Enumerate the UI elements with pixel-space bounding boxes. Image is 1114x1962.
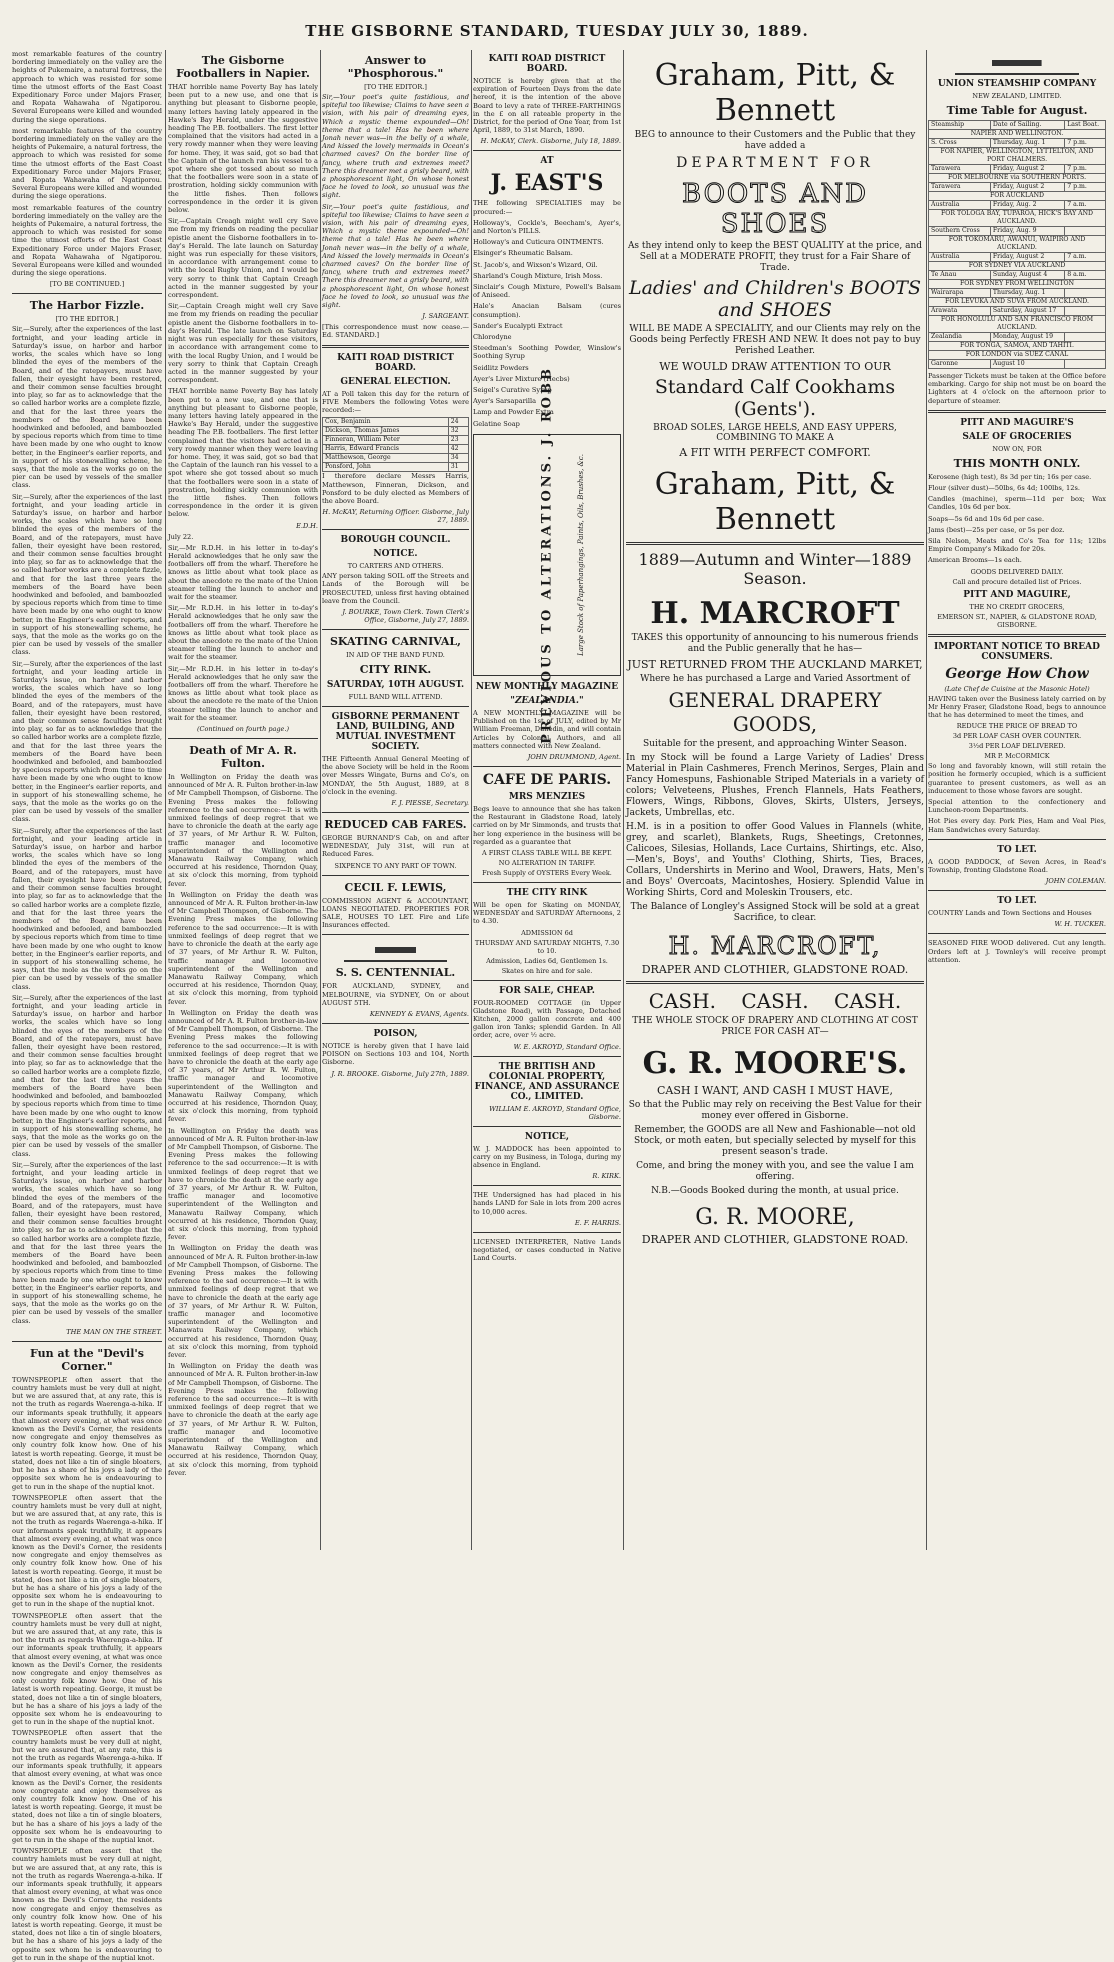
ad-subheading: FULL BAND WILL ATTEND. <box>348 692 443 701</box>
list-item: Flour (silver dust)—50lbs, 6s 4d; 100lbs, 12s. <box>928 484 1080 493</box>
masthead: THE GISBORNE STANDARD, TUESDAY JULY 30, 1889. <box>305 22 809 40</box>
signature: J. BOURKE, Town Clerk. Town Clerk's Office, Gisborne, July 27, 1889. <box>342 607 469 624</box>
ad-heading: KAITI ROAD DISTRICT BOARD. <box>337 352 454 373</box>
ad-heading: AT <box>540 156 554 167</box>
ad-text: COMMISSION AGENT & ACCOUNTANT, LOANS NEGOTIATED. PROPERTIES FOR SALE, HOUSES TO LET. Fire and Life Insurances effected. <box>322 896 469 930</box>
ad-heading: Graham, Pitt, & Bennett <box>654 467 896 537</box>
article-title: The Harbor Fizzle. <box>29 299 145 313</box>
column-rule <box>471 50 472 1550</box>
table-row: Arawata Saturday, August 17 <box>929 307 1106 316</box>
ad-heading: Graham, Pitt, & Bennett <box>654 58 896 128</box>
ad-text: NOTICE is hereby given that at the expiration of Fourteen Days from the date hereof, it is the intention of the above Board to levy a rate of THREE-FARTHINGS in the £ on all rateable property in the District, for the period of One Year, from 1st April, 1889, to 31st March, 1890. <box>473 77 621 135</box>
article-text: Sir,—Surely, after the experiences of the last fortnight, and your leading article in Saturday's issue, on harbor and harbor works, the scales which have so long blinded the eyes of the members of the Board, and of the ratepayers, must have fallen, their eyesight have been restored, and their common sense faculties brought into play, so far as to acknowledge that the so called harbor works are a complete fizzle, and that for the last three years the members of the Board have been hoodwinked and befooled, and bamboozled by specious reports which from time to time have been made by one who ought to know better, in the Engineer's earlier reports, and in support of his stonewalling scheme, he says, that the mole as the works go on the pier can be used by vessels of the smaller class. <box>12 826 162 991</box>
article-text: In Wellington on Friday the death was announced of Mr A. R. Fulton brother-in-law of Mr Campbell Thompson, of Gisborne. The Evening Press makes the following reference to the sad occurrence:—It is with unmixed feelings of deep regret that we have to chronicle the death at the early age of 37 years, of Mr Arthur R. W. Fulton, traffic manager and locomotive superintendent of the Wellington and Manawatu Railway Company, which occurred at his residence, Thorndon Quay, at six o'clock this morning, from typhoid fever. <box>168 1362 318 1477</box>
ad-heading: 1889—Autumn and Winter—1889 Season. <box>638 550 912 588</box>
signature: THE MAN ON THE STREET. <box>66 1327 162 1336</box>
list-item: Sharland's Cough Mixture, Irish Moss. <box>473 271 603 280</box>
ad-text: Suitable for the present, and approaching Winter Season. <box>643 739 907 749</box>
to-editor: [TO THE EDITOR.] <box>364 83 427 91</box>
table-row: Wairarapa Thursday, Aug. 1 <box>929 289 1106 298</box>
ad-text: A NEW MONTHLY MAGAZINE will be Published on the 1st of JULY, edited by Mr William Freeman, Dunedin, and will contain Articles by Colonial Authors, and all matters connected with New Zealand. <box>473 708 621 750</box>
ad-text: HAVING taken over the Business lately carried on by Mr Henry Fraser, Gladstone Road, begs to announce that he has determined to meet the times, and <box>928 694 1106 720</box>
ad-text: W. J. MADDOCK has been appointed to carry on my Business, in Tologa, during my absence in England. <box>473 1144 621 1169</box>
column-rule <box>926 50 927 1550</box>
signature: WILLIAM E. AKROYD, Standard Office, Gisborne. <box>489 1104 621 1121</box>
poem-text: Sir,—Your poet's quite fastidious, and spiteful too likewise; Claims to have seen a vision, with his pair of dreaming eyes, Which a mystic theme expounded—Oh! theme that a tale! Has he been where Jonah never was—in the belly of a whale, And kissed the lovely mermaids in Ocean's charmed caves? On the border line of fancy, where truth and extremes meet? There this dreamer met a grisly beard, with a phosphorescent light, On whose honest face he loved to look, so unusual was the sight. <box>322 202 469 310</box>
signature: J. SARGEANT. <box>422 312 469 321</box>
column-4 <box>473 50 621 1550</box>
signature: E.D.H. <box>296 521 318 530</box>
column-6 <box>928 50 1106 1550</box>
ad-text: THE Fifteenth Annual General Meeting of the above Society will be held in the Room over Messrs Wingate, Burns and Co's, on MONDAY, the 5th August, 1889, at 8 o'clock in the evening. <box>322 754 469 796</box>
ad-text: THE following SPECIALTIES may be procured:— <box>473 199 621 216</box>
ad-heading: GENERAL ELECTION. <box>340 376 451 387</box>
list-item: Sila Nelson, Meats and Co's Tea for 11s; 12lbs Empire Company's Mikado for 20s. <box>928 537 1106 554</box>
article-text: Sir,—Mr R.D.H. in his letter in to-day's Herald acknowledges that he only saw the footballers off from the wharf. Therefore he knows as little about what took place as about the anecdote re the mate of the Union steamer telling the launch to anchor and wait for the steamer. <box>168 543 318 601</box>
article-text: In Wellington on Friday the death was announced of Mr A. R. Fulton brother-in-law of Mr Campbell Thompson, of Gisborne. The Evening Press makes the following reference to the sad occurrence:—It is with unmixed feelings of deep regret that we have to chronicle the death at the early age of 37 years, of Mr Arthur R. W. Fulton, traffic manager and locomotive superintendent of the Wellington and Manawatu Railway Company, which occurred at his residence, Thorndon Quay, at six o'clock this morning, from typhoid fever. <box>168 773 318 888</box>
ad-text: FOUR-ROOMED COTTAGE (in Upper Gladstone Road), with Passage, Detached Kitchen, 2000 gallon concrete and 400 gallon iron Tanks; splendid Garden. In All order, acre, over ½ acre. <box>473 998 621 1040</box>
article-text: Sir,—Surely, after the experiences of the last fortnight, and your leading article in Saturday's issue, on harbor and harbor works, the scales which have so long blinded the eyes of the members of the Board, and of the ratepayers, must have fallen, their eyesight have been restored, and their common sense faculties brought into play, so far as to acknowledge that the so called harbor works are a complete fizzle, and that for the last three years the members of the Board have been hoodwinked and befooled, and bamboozled by specious reports which from time to time have been made by one who ought to know better, in the Engineer's earlier reports, and in support of his stonewalling scheme, he says, that the mole as the works go on the pier can be used by vessels of the smaller class. <box>12 325 162 490</box>
signature: R. KIRK. <box>592 1172 621 1181</box>
list-item: Lamp and Powder Extra <box>473 408 554 417</box>
article-title: The Gisborne Footballers in Napier. <box>176 54 310 80</box>
article-text: In Wellington on Friday the death was announced of Mr A. R. Fulton brother-in-law of Mr Campbell Thompson, of Gisborne. The Evening Press makes the following reference to the sad occurrence:—It is with unmixed feelings of deep regret that we have to chronicle the death at the early age of 37 years, of Mr Arthur R. W. Fulton, traffic manager and locomotive superintendent of the Wellington and Manawatu Railway Company, which occurred at his residence, Thorndon Quay, at six o'clock this morning, from typhoid fever. <box>168 1126 318 1242</box>
article-text: most remarkable features of the country bordering immediately on the valley are the heights of Pukemaire, a natural fortress, the approach to which was resisted for some time the utmost efforts of the East Coast Expeditionary Force under Majors Fraser, and Ropata Wahawaha of Ngatiporou. Several Europeans were killed and wounded during the siege operations. <box>12 203 162 278</box>
ad-subheading: THURSDAY AND SATURDAY NIGHTS, 7.30 to 10. <box>474 938 620 955</box>
ad-heading: H. MARCROFT, <box>668 932 882 960</box>
ad-text: As they intend only to keep the BEST QUALITY at the price, and Sell at a MODERATE PROFIT, they trust for a Fair Share of Trade. <box>627 241 923 273</box>
timetable: Steamship Date of Sailing. Last Boat. NAPIER AND WELLINGTON. S. Cross Thursday, Aug. 1 7 p.m. FOR NAPIER, WELLINGTON, LYTTELTON, AND PORT CHALMERS. Tarawera Friday, August 2 7 p.m. FOR MELBOURNE via SOUTHERN PORTS. Tarawera Friday, August 2 7 p.m. FOR AUCKLAND Australia Friday, Aug. 2 7 a.m. FOR TOLOGA BAY, TUPAROA, HICK'S BAY AND AUCKLAND. Southern Cross Friday, Aug. 9 FOR TOKOMARU, AWANUI, WAIPIRO AND AUCKLAND. Australia Friday, August 2 7 a.m. FOR SYDNEY VIA AUCKLAND Te Anau Sunday, August 4 8 a.m. FOR SYDNEY FROM WELLINGTON Wairarapa Thursday, Aug. 1 FOR LEVUKA AND SUVA FROM AUCKLAND. Arawata Saturday, August 17 FOR HONOLULU AND SAN FRANCISCO FROM AUCKLAND. Zealandia Monday, August 19 FOR TONGA, SAMOA, AND TAHITI. FOR LONDON via SUEZ CANAL Garonne August 10 <box>928 120 1106 369</box>
robb-vertical-ad: PREVIOUS TO ALTERATIONS. J. ROBB Large Stock of Paperhangings, Paints, Oils, Brushes, &c. <box>473 434 621 676</box>
ad-text: Remember, the GOODS are all New and Fashionable—not old Stock, or moth eaten, but specially selected by myself for this present season's trade. <box>633 1125 917 1157</box>
list-item: Seidlitz Powders <box>473 363 529 372</box>
ad-subheading: ADMISSION 6d <box>521 928 573 937</box>
ad-text: COUNTRY Lands and Town Sections and Houses <box>928 909 1092 918</box>
ad-heading: Standard Calf Cookhams (Gents'). <box>654 376 896 420</box>
signature: JOHN COLEMAN. <box>1045 877 1106 886</box>
list-item: Holloway's, Cockle's, Beecham's, Ayer's, and Norton's PILLS. <box>473 218 621 236</box>
article-text: In Wellington on Friday the death was announced of Mr A. R. Fulton brother-in-law of Mr Campbell Thompson, of Gisborne. The Evening Press makes the following reference to the sad occurrence:—It is with unmixed feelings of deep regret that we have to chronicle the death at the early age of 37 years, of Mr Arthur R. W. Fulton, traffic manager and locomotive superintendent of the Wellington and Manawatu Railway Company, which occurred at his residence, Thorndon Quay, at six o'clock this morning, from typhoid fever. <box>168 1008 318 1124</box>
ad-subheading: MR P. McCORMICK <box>984 752 1050 761</box>
ad-subheading: DRAPER AND CLOTHIER, GLADSTONE ROAD. <box>641 963 909 976</box>
ad-subheading: THE NO CREDIT GROCERS, <box>969 602 1065 611</box>
ad-heading: Ladies' and Children's BOOTS and SHOES <box>628 277 922 321</box>
ad-text: LICENSED INTERPRETER, Native Lands negotiated, or cases conducted in Native Land Courts. <box>473 1237 621 1263</box>
list-item: St. Jacob's, and Wixson's Wizard, Oil. <box>473 260 598 269</box>
column-rule <box>320 50 321 1550</box>
article-text: most remarkable features of the country bordering immediately on the valley are the heights of Pukemaire, a natural fortress, the approach to which was resisted for some time the utmost efforts of the East Coast Expeditionary Force under Majors Fraser, and Ropata Wahawaha of Ngatiporou. Several Europeans were killed and wounded during the siege operations. <box>12 50 162 124</box>
ad-subheading: (Late Chef de Cuisine at the Masonic Hotel) <box>944 684 1090 693</box>
column-3 <box>322 50 469 1550</box>
ad-heading: H. MARCROFT <box>650 596 900 631</box>
ad-subheading: GOODS DELIVERED DAILY. <box>970 567 1064 576</box>
ad-text: GEORGE BURNAND'S Cab, on and after WEDNESDAY, July 31st, will run at Reduced Fares. <box>322 833 469 859</box>
signature: W. E. AKROYD, Standard Office. <box>513 1042 621 1051</box>
article-text: Sir,—Mr R.D.H. in his letter in to-day's Herald acknowledges that he only saw the footballers off from the wharf. Therefore he knows as little about what took place as about the anecdote re the mate of the Union steamer telling the launch to anchor and wait for the steamer. <box>168 604 318 662</box>
article-text: THAT horrible name Poverty Bay has lately been put to a new use, and one that is anything but pleasant to Gisborne people, many letters having lately appeared in the Hawke's Bay Herald, under the suggestive heading The P.B. footballers. The first letter complained that the visitors had acted in a very rowdy manner when they were leaving for home. They, it was said, got so bad that the Captain of the launch ran his vessel to a spot where she got tossed about so much that the footballers were soon in a state of prostration, holding sickly communion with the little fishes. Then follows correspondence in the order it is given below. <box>168 387 318 519</box>
list-item: Kerosene (high test), 8s 3d per tin; 16s per case. <box>928 472 1092 481</box>
ad-text: THE Undersigned has had placed in his hands LAND for Sale in lots from 200 acres to 10,000 acres. <box>473 1191 621 1216</box>
ad-heading: "ZEALANDIA." <box>510 695 584 706</box>
signature: JOHN DRUMMOND, Agent. <box>527 752 621 761</box>
ad-subheading: WE WOULD DRAW ATTENTION TO OUR <box>659 360 891 373</box>
list-item: Elsinger's Rheumatic Balsam. <box>473 249 573 258</box>
ad-heading: SKATING CARNIVAL, <box>329 634 461 648</box>
ad-text: So that the Public may rely on receiving the Best Value for their money ever offered in Gisborne. <box>628 1100 922 1121</box>
ad-subheading: NEW ZEALAND, LIMITED. <box>972 92 1062 100</box>
ad-heading: Time Table for August. <box>946 104 1088 117</box>
ad-heading: CASH. CASH. CASH. <box>648 989 902 1013</box>
ad-heading: GENERAL DRAPERY GOODS, <box>668 688 882 736</box>
signature: KENNEDY & EVANS, Agents. <box>369 1009 469 1018</box>
article-title: Death of Mr A. R. Fulton. <box>189 744 297 771</box>
list-item: Hale's Anacian Balsam (cures consumption). <box>473 302 621 319</box>
article-text: Sir,—Surely, after the experiences of the last fortnight, and your leading article in Saturday's issue, on harbor and harbor works, the scales which have so long blinded the eyes of the members of the Board, and of the ratepayers, must have fallen, their eyesight have been restored, and their common sense faculties brought into play, so far as to acknowledge that the so called harbor works are a complete fizzle, and that for the last three years the members of the Board have been hoodwinked and befooled, and bamboozled by specious reports which from time to time have been made by one who ought to know better, in the Engineer's earlier reports, and in support of his stonewalling scheme, he says, that the mole as the works go on the pier can be used by vessels of the smaller class. <box>12 492 162 657</box>
list-item: Holloway's and Cuticura OINTMENTS. <box>473 238 604 247</box>
ad-heading: NOTICE. <box>373 549 418 560</box>
ad-text: WILL BE MADE A SPECIALITY, and our Clients may rely on the Goods being Perfectly FRESH AND NEW. It does not pay to buy Perished Leather. <box>629 324 921 356</box>
ad-heading: FOR SALE, CHEAP. <box>499 985 595 996</box>
article-text: THAT horrible name Poverty Bay has lately been put to a new use, and one that is anything but pleasant to Gisborne people, many letters having lately appeared in the Hawke's Bay Herald, under the suggestive heading The P.B. footballers. The first letter complained that the visitors had acted in a very rowdy manner when they were leaving for home. They, it was said, got so bad that the Captain of the launch ran his vessel to a spot where she got tossed about so much that the footballers were soon in a state of prostration, holding sickly communion with the little fishes. Then follows correspondence in the order it is given below. <box>168 83 318 215</box>
table-row: Tarawera Friday, August 2 7 p.m. <box>929 165 1106 174</box>
ad-subheading: IN AID OF THE BAND FUND. <box>346 650 445 659</box>
ad-subheading: EMERSON ST., NAPIER, & GLADSTONE ROAD, GISBORNE. <box>937 612 1097 629</box>
ad-subheading: TO CARTERS AND OTHERS. <box>347 562 444 571</box>
ad-heading: CAFE DE PARIS. <box>482 771 612 788</box>
ad-heading: SATURDAY, 10TH AUGUST. <box>326 679 465 690</box>
ad-subheading: A FIRST CLASS TABLE WILL BE KEPT. <box>482 848 612 857</box>
article-text: In Wellington on Friday the death was announced of Mr A. R. Fulton brother-in-law of Mr Campbell Thompson, of Gisborne. The Evening Press makes the following reference to the sad occurrence:—It is with unmixed feelings of deep regret that we have to chronicle the death at the early age of 37 years, of Mr Arthur R. W. Fulton, traffic manager and locomotive superintendent of the Wellington and Manawatu Railway Company, which occurred at his residence, Thorndon Quay, at six o'clock this morning, from typhoid fever. <box>168 890 318 1006</box>
steamship-icon <box>955 53 1080 75</box>
ad-text: TAKES this opportunity of announcing to his numerous friends and the Public generally that he has— <box>631 633 919 654</box>
votes-table: Cox, Benjamin 24 Dickson, Thomas James 32 Finneran, William Peter 23 Harris, Edward Francis 42 Matthewson, George 34 Ponsford, John 31 <box>322 417 469 472</box>
continued-note: (Continued on fourth page.) <box>196 725 290 734</box>
ad-heading: PITT AND MAGUIRE, <box>963 589 1071 600</box>
ad-subheading: A FIT WITH PERFECT COMFORT. <box>679 446 871 459</box>
ad-heading: UNION STEAMSHIP COMPANY <box>937 79 1097 89</box>
ad-text: Hot Pies every day. Pork Pies, Ham and Veal Pies, Ham Sandwiches every Saturday. <box>928 817 1106 834</box>
ad-heading: CITY RINK. <box>359 662 432 676</box>
article-text: TOWNSPEOPLE often assert that the country hamlets must be very dull at night, but we are assured that, at any rate, this is not the truth as regards Waerenga-a-hika. If our informants speak truthfully, it appears that almost every evening, at what was once known as the Devil's Corner, the residents now congregate and enjoy themselves as only country folk know how. One of his latest is worth repeating. George, it must be stated, does not like a tin of single bloaters, but he has a share of his joys a lady of the opposite sex whom he is endeavouring to get to run in the shape of the nuptial knot. <box>12 1375 162 1491</box>
editor-note: [This correspondence must now cease.—Ed. STANDARD.] <box>322 323 469 340</box>
ad-text: In my Stock will be found a Large Variety of Ladies' Dress Material in Plain Cashmeres, French Merinos, Serges, Plain and Fancy Homespuns, Fashionable Striped Materials in a variety of colors; Velveteens, Plushes, French Flannels, Hats Feathers, Flowers, Wings, Ribbons, Gloves, Skirts, Ulsters, Jerseys, Jackets, Umbrellas, etc. <box>626 753 924 818</box>
signature: E. F. HARRIS. <box>574 1218 621 1227</box>
ad-heading: POISON, <box>373 1028 418 1039</box>
ad-text: A GOOD PADDOCK, of Seven Acres, in Read's Township, fronting Gladstone Road. <box>928 857 1106 875</box>
ad-heading: NEW MONTHLY MAGAZINE <box>475 681 619 692</box>
ad-subheading: Skates on hire and for sale. <box>501 966 593 975</box>
ad-subheading: SIXPENCE TO ANY PART OF TOWN. <box>334 861 457 870</box>
ad-text: Passenger Tickets must be taken at the Office before embarking. Cargo for ship not must be on board the Lighters at 4 o'clock on the afternoon prior to departure of steamer. <box>928 372 1106 405</box>
ad-text: Begs leave to announce that she has taken the Restaurant in Gladstone Road, lately carried on by Mr Simmonds, and trusts that her long experience in the business will be regarded as a guarantee that <box>473 804 621 846</box>
table-row: Te Anau Sunday, August 4 8 a.m. <box>929 271 1106 280</box>
ad-text: FOR AUCKLAND, SYDNEY, and MELBOURNE, via SYDNEY, On or about AUGUST 5TH. <box>322 982 469 1007</box>
article-text: Sir,—Captain Creagh might well cry Save me from my friends on reading the peculiar epistle anent the Gisborne footballers in to-day's Herald. The late launch on Saturday night was run especially for these visitors, in accordance with arrangement come to with the local Rugby Union, and I would be very sorry to think that Captain Creagh acted in the manner suggested by your correspondent. <box>168 302 318 385</box>
ad-subheading: Fresh Supply of OYSTERS Every Week. <box>482 868 612 877</box>
list-item: Gelatine Soap <box>473 419 520 428</box>
poem-text: Sir,—Your poet's quite fastidious, and spiteful too likewise; Claims to have seen a vision, with his pair of dreaming eyes, Which a mystic theme expounded—Oh! theme that a tale! Has he been where Jonah never was—in the belly of a whale, And kissed the lovely mermaids in Ocean's charmed caves? On the border line of fancy, where truth and extremes meet? There this dreamer met a grisly beard, with a phosphorescent light, On whose honest face he loved to look, so unusual was the sight. <box>322 93 469 200</box>
steamship-icon <box>344 940 447 962</box>
signature: H. McKAY, Returning Officer. Gisborne, July 27, 1889. <box>322 508 469 525</box>
list-item: Sinclair's Cough Mixture, Powell's Balsam of Aniseed. <box>473 283 621 300</box>
ad-heading: TO LET. <box>997 896 1037 907</box>
ad-subheading: REDUCE THE PRICE OF BREAD TO <box>956 722 1078 731</box>
ad-heading: G. R. MOORE'S. <box>642 1046 908 1081</box>
article-text: most remarkable features of the country bordering immediately on the valley are the heights of Pukemaire, a natural fortress, the approach to which was resisted for some time the utmost efforts of the East Coast Expeditionary Force under Majors Fraser, and Ropata Wahawaha of Ngatiporou. Several Europeans were killed and wounded during the siege operations. <box>12 126 162 201</box>
ad-heading: THE BRITISH AND COLONIAL PROPERTY, FINANCE, AND ASSURANCE CO., LIMITED. <box>474 1061 620 1102</box>
article-text: TOWNSPEOPLE often assert that the country hamlets must be very dull at night, but we are assured that, at any rate, this is not the truth as regards Waerenga-a-hika. If our informants speak truthfully, it appears that almost every evening, at what was once known as the Devil's Corner, the residents now congregate and enjoy themselves as only country folk know how. One of his latest is worth repeating. George, it must be stated, does not like a tin of single bloaters, but he has a share of his joys a lady of the opposite sex whom he is endeavouring to get to run in the shape of the nuptial knot. <box>12 1729 162 1845</box>
ad-text: I therefore declare Messrs Harris, Matthewson, Finneran, Dickson, and Ponsford to be duly elected as Members of the above Board. <box>322 472 469 505</box>
ad-text: BEG to announce to their Customers and the Public that they have added a <box>634 130 916 151</box>
ad-heading: J. EAST'S <box>490 170 604 197</box>
ad-subheading: 3½d PER LOAF DELIVERED. <box>968 742 1066 751</box>
table-row: Steamship Date of Sailing. Last Boat. <box>929 121 1106 130</box>
ad-heading: TO LET. <box>997 844 1037 855</box>
ad-heading: G. R. MOORE, <box>695 1205 855 1230</box>
signature: F. J. PIESSE, Secretary. <box>391 798 469 807</box>
article-text: TOWNSPEOPLE often assert that the country hamlets must be very dull at night, but we are assured that, at any rate, this is not the truth as regards Waerenga-a-hika. If our informants speak truthfully, it appears that almost every evening, at what was once known as the Devil's Corner, the residents now congregate and enjoy themselves as only country folk know how. One of his latest is worth repeating. George, it must be stated, does not like a tin of single bloaters, but he has a share of his joys a lady of the opposite sex whom he is endeavouring to get to run in the shape of the nuptial knot. <box>12 1493 162 1609</box>
ad-heading: KAITI ROAD DISTRICT BOARD. <box>488 54 606 74</box>
ad-heading: BOROUGH COUNCIL. <box>340 535 451 546</box>
ad-heading: BOOTS AND SHOES <box>681 179 868 239</box>
list-item: Ayer's Sarsaparilla <box>473 397 537 406</box>
ad-heading: CECIL F. LEWIS, <box>344 880 447 894</box>
list-item: Sander's Eucalypti Extract <box>473 321 563 330</box>
article-text: TOWNSPEOPLE often assert that the country hamlets must be very dull at night, but we are assured that, at any rate, this is not the truth as regards Waerenga-a-hika. If our informants speak truthfully, it appears that almost every evening, at what was once known as the Devil's Corner, the residents now congregate and enjoy themselves as only country folk know how. One of his latest is worth repeating. George, it must be stated, does not like a tin of single bloaters, but he has a share of his joys a lady of the opposite sex whom he is endeavouring to get to run in the shape of the nuptial knot. <box>12 1611 162 1727</box>
ad-heading: DEPARTMENT FOR <box>676 155 874 171</box>
article-text: Sir,—Mr R.D.H. in his letter in to-day's Herald acknowledges that he only saw the footballers off from the wharf. Therefore he knows as little about what took place as about the anecdote re the mate of the Union steamer telling the launch to anchor and wait for the steamer. <box>168 664 318 722</box>
ad-subheading: BROAD SOLES, LARGE HEELS, AND EASY UPPERS, COMBINING TO MAKE A <box>653 423 897 443</box>
ad-text: H.M. is in a position to offer Good Values in Flannels (white, grey, and scarlet), Blankets, Rugs, Sheetings, Cretonnes, Calicoes, Silesias, Hollands, Lace Curtains, Shirtings, etc. Also,—Men's, Boys', and Youths' Clothing, Shirts, Ties, Braces, Collars, Undershirts in Merino and Wool, Drawers, Hats, Men's and Boys' Overcoats, Macintoshes, Hosiery. Splendid Value in Working Shirts, Cord and Moleskin Trousers, etc. <box>626 822 924 898</box>
table-row: S. Cross Thursday, Aug. 1 7 p.m. <box>929 139 1106 148</box>
ad-subheading: 3d PER LOAF CASH OVER COUNTER. <box>952 732 1082 741</box>
table-row: Garonne August 10 <box>929 360 1106 369</box>
ad-text: Come, and bring the money with you, and see the value I am offering. <box>636 1161 914 1182</box>
column-2 <box>168 50 318 1550</box>
article-text: Sir,—Captain Creagh might well cry Save me from my friends on reading the peculiar epistle anent the Gisborne footballers in to-day's Herald. The late launch on Saturday night was run especially for these visitors, in accordance with arrangement come to with the local Rugby Union, and I would be very sorry to think that Captain Creagh acted in the manner suggested by your correspondent. <box>168 217 318 300</box>
list-item: Seigel's Curative Syrup <box>473 386 552 395</box>
signature: W. H. TUCKER. <box>1054 920 1106 929</box>
article-title: Fun at the "Devil's Corner." <box>30 1346 144 1373</box>
ad-text: AT a Poll taken this day for the return of FIVE Members the following Votes were recorded:— <box>322 389 469 415</box>
ad-text: So long and favorably known, will still retain the position he formerly occupied, which is a sufficient guarantee to present customers, as well as an inducement to those whose favors are sought. <box>928 762 1106 795</box>
ad-heading: IMPORTANT NOTICE TO BREAD CONSUMERS. <box>934 641 1100 662</box>
ad-subheading: Call and procure detailed list of Prices. <box>952 577 1082 586</box>
ad-heading: George How Chow <box>945 665 1089 682</box>
dateline: July 22. <box>168 532 194 541</box>
list-item: Soaps—5s 6d and 10s 6d per case. <box>928 514 1045 523</box>
list-item: Jams (best)—25s per case, or 5s per doz. <box>928 525 1065 534</box>
signature: J. R. BROOKE. Gisborne, July 27th, 1889. <box>331 1069 469 1078</box>
signature: H. McKAY, Clerk. Gisborne, July 18, 1889. <box>480 137 621 146</box>
ad-subheading: CASH I WANT, AND CASH I MUST HAVE, <box>657 1084 893 1097</box>
ad-heading: NOTICE, <box>524 1131 570 1142</box>
table-row: Zealandia Monday, August 19 <box>929 333 1106 342</box>
column-1 <box>12 50 162 1962</box>
column-rule <box>165 50 166 1550</box>
article-title: Answer to "Phosphorous." <box>347 54 444 80</box>
table-row: Australia Friday, Aug. 2 7 a.m. <box>929 201 1106 210</box>
article-text: Sir,—Surely, after the experiences of the last fortnight, and your leading article in Saturday's issue, on harbor and harbor works, the scales which have so long blinded the eyes of the members of the Board, and of the ratepayers, must have fallen, their eyesight have been restored, and their common sense faculties brought into play, so far as to acknowledge that the so called harbor works are a complete fizzle, and that for the last three years the members of the Board have been hoodwinked and befooled, and bamboozled by specious reports which from time to time have been made by one who ought to know better, in the Engineer's earlier reports, and in support of his stonewalling scheme, he says, that the mole as the works go on the pier can be used by vessels of the smaller class. <box>12 1160 162 1325</box>
ad-text: THE WHOLE STOCK OF DRAPERY AND CLOTHING AT COST PRICE FOR CASH AT— <box>632 1016 918 1037</box>
table-row: Australia Friday, August 2 7 a.m. <box>929 253 1106 262</box>
ad-heading: THE CITY RINK <box>506 887 588 898</box>
ad-text: ANY person taking SOIL off the Streets and Lands of the Borough will be PROSECUTED, unless first having obtained leave from the Council. <box>322 572 469 605</box>
table-row: Southern Cross Friday, Aug. 9 <box>929 227 1106 236</box>
column-rule <box>623 50 624 1550</box>
ad-text: N.B.—Goods Booked during the month, at usual price. <box>651 1186 899 1196</box>
article-text: Sir,—Surely, after the experiences of the last fortnight, and your leading article in Saturday's issue, on harbor and harbor works, the scales which have so long blinded the eyes of the members of the Board, and of the ratepayers, must have fallen, their eyesight have been restored, and their common sense faculties brought into play, so far as to acknowledge that the so called harbor works are a complete fizzle, and that for the last three years the members of the Board have been hoodwinked and befooled, and bamboozled by specious reports which from time to time have been made by one who ought to know better, in the Engineer's earlier reports, and in support of his stonewalling scheme, he says, that the mole as the works go on the pier can be used by vessels of the smaller class. <box>12 993 162 1158</box>
ad-heading: PITT AND MAGUIRE'S <box>960 417 1074 428</box>
table-row: Tarawera Friday, August 2 7 p.m. <box>929 183 1106 192</box>
ad-subheading: NOW ON, FOR <box>992 444 1042 453</box>
continued-note: [TO BE CONTINUED.] <box>49 280 125 289</box>
ad-subheading: JUST RETURNED FROM THE AUCKLAND MARKET, <box>627 658 923 671</box>
ad-heading: THIS MONTH ONLY. <box>953 456 1081 470</box>
article-text: TOWNSPEOPLE often assert that the country hamlets must be very dull at night, but we are assured that, at any rate, this is not the truth as regards Waerenga-a-hika. If our informants speak truthfully, it appears that almost every evening, at what was once known as the Devil's Corner, the residents now congregate and enjoy themselves as only country folk know how. One of his latest is worth repeating. George, it must be stated, does not like a tin of single bloaters, but he has a share of his joys a lady of the opposite sex whom he is endeavouring to get to run in the shape of the nuptial knot. <box>12 1847 162 1962</box>
list-item: Ayer's Liver Mixture (Hecbs) <box>473 374 570 383</box>
ad-text: SEASONED FIRE WOOD delivered. Cut any length. Orders left at J. Townley's will receive prompt attention. <box>928 939 1106 964</box>
ad-subheading: Admission, Ladies 6d, Gentlemen 1s. <box>486 956 608 965</box>
column-5 <box>626 50 924 1550</box>
ad-text: Where he has purchased a Large and Varied Assortment of <box>640 674 910 684</box>
list-item: American Brooms—1s each. <box>928 556 1022 565</box>
article-text: Sir,—Surely, after the experiences of the last fortnight, and your leading article in Saturday's issue, on harbor and harbor works, the scales which have so long blinded the eyes of the members of the Board, and of the ratepayers, must have fallen, their eyesight have been restored, and their common sense faculties brought into play, so far as to acknowledge that the so called harbor works are a complete fizzle, and that for the last three years the members of the Board have been hoodwinked and befooled, and bamboozled by specious reports which from time to time have been made by one who ought to know better, in the Engineer's earlier reports, and in support of his stonewalling scheme, he says, that the mole as the works go on the pier can be used by vessels of the smaller class. <box>12 659 162 824</box>
ad-heading: REDUCED CAB FARES. <box>324 817 467 831</box>
ad-heading: SALE OF GROCERIES <box>962 431 1072 442</box>
ad-text: NOTICE is hereby given that I have laid POISON on Sections 103 and 104, North Gisborne. <box>322 1041 469 1067</box>
ad-subheading: DRAPER AND CLOTHIER, GLADSTONE ROAD. <box>641 1233 909 1246</box>
list-item: Chlorodyne <box>473 333 512 342</box>
to-editor: [TO THE EDITOR.] <box>55 315 119 324</box>
ad-text: The Balance of Longley's Assigned Stock will be sold at a great Sacrifice, to clear. <box>630 902 920 923</box>
list-item: Candles (machine), sperm—11d per box; Wax Candles, 10s 6d per box. <box>928 495 1106 512</box>
list-item: Steedman's Soothing Powder, Winslow's Soothing Syrup <box>473 344 621 361</box>
ad-heading: S. S. CENTENNIAL. <box>335 966 456 980</box>
article-text: In Wellington on Friday the death was announced of Mr A. R. Fulton brother-in-law of Mr Campbell Thompson, of Gisborne. The Evening Press makes the following reference to the sad occurrence:—It is with unmixed feelings of deep regret that we have to chronicle the death at the early age of 37 years, of Mr Arthur R. W. Fulton, traffic manager and locomotive superintendent of the Wellington and Manawatu Railway Company, which occurred at his residence, Thorndon Quay, at six o'clock this morning, from typhoid fever. <box>168 1244 318 1360</box>
ad-subheading: NO ALTERATION IN TARIFF. <box>498 858 596 867</box>
ad-heading: MRS MENZIES <box>508 791 586 802</box>
ad-text: Special attention to the confectionery and Luncheon-room Departments. <box>928 798 1106 815</box>
ad-text: Will be open for Skating on MONDAY, WEDNESDAY and SATURDAY Afternoons, 2 to 4.30. <box>473 900 621 926</box>
ad-heading: GISBORNE PERMANENT LAND, BUILDING, AND MUTUAL INVESTMENT SOCIETY. <box>331 711 460 752</box>
